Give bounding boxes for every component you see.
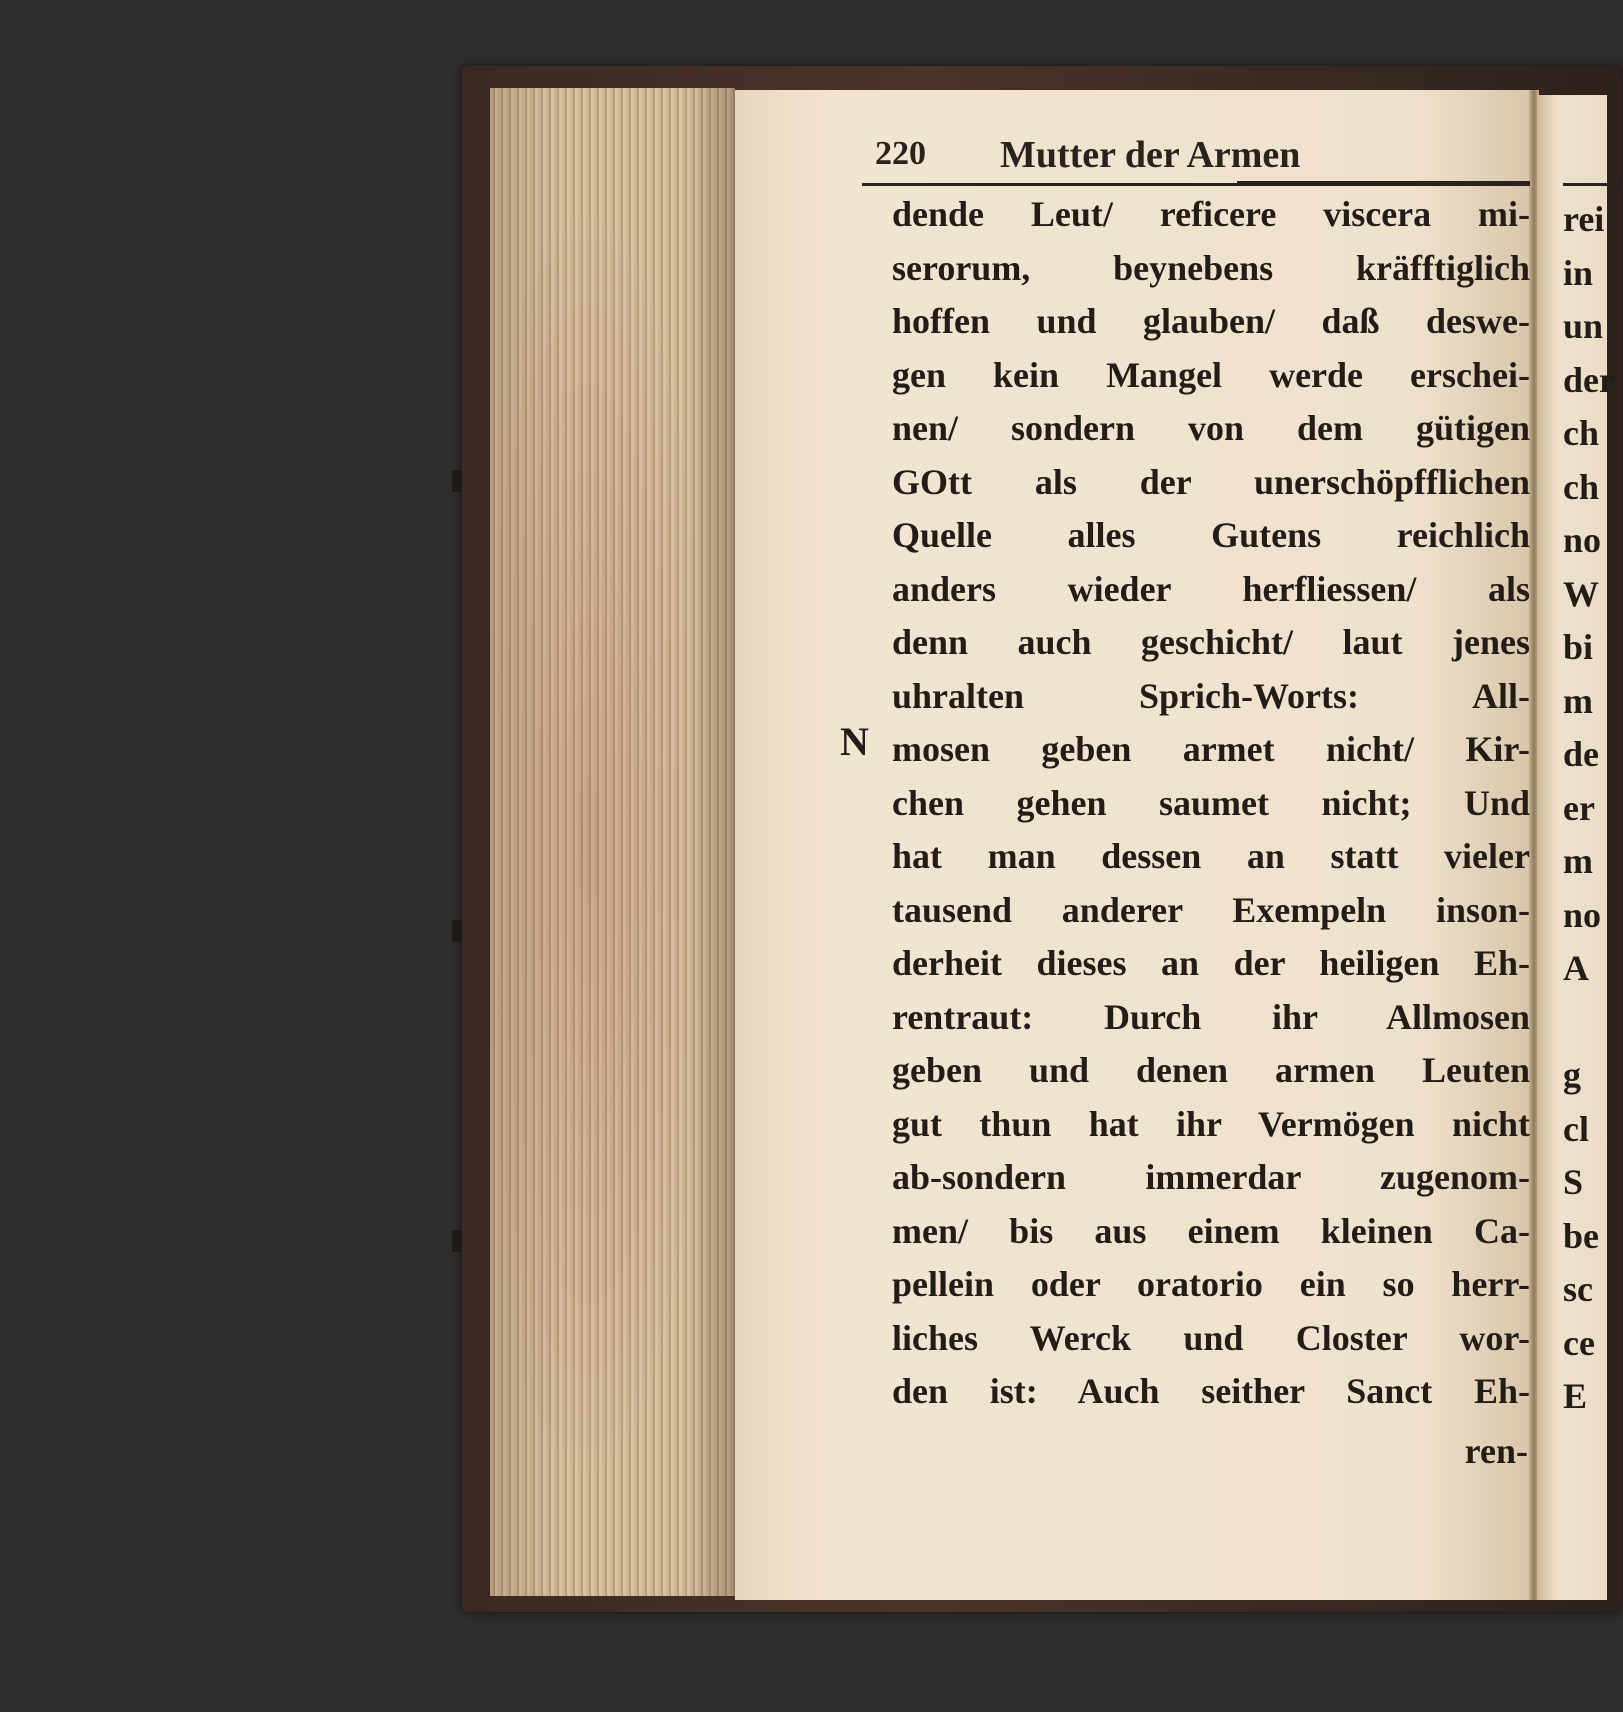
text-line: hoffen und glauben/ daß deswe- bbox=[892, 301, 1530, 341]
text-line: geben und denen armen Leuten bbox=[892, 1050, 1530, 1090]
facing-page bbox=[1537, 95, 1615, 1600]
text-line: anders wieder herfliessen/ als bbox=[892, 568, 1530, 609]
facing-header-rule bbox=[1563, 183, 1623, 186]
facing-text-fragment: no bbox=[1563, 894, 1602, 935]
facing-text-fragment: in bbox=[1563, 252, 1594, 293]
header-rule bbox=[862, 183, 1237, 186]
margin-note: N bbox=[840, 719, 869, 764]
facing-text-fragment: S bbox=[1563, 1162, 1584, 1202]
page-number: 220 bbox=[875, 135, 926, 172]
facing-text-fragment: be bbox=[1563, 1215, 1599, 1256]
text-line: Quelle alles Gutens reichlich bbox=[892, 515, 1530, 555]
facing-text-fragment: der bbox=[1563, 359, 1615, 400]
facing-text-fragment: ce bbox=[1563, 1322, 1595, 1363]
facing-page-text bbox=[1563, 193, 1615, 1424]
text-line: tausend anderer Exempeln inson- bbox=[892, 889, 1530, 930]
binding-clasp bbox=[452, 1230, 462, 1252]
facing-text-fragment: un bbox=[1563, 306, 1604, 346]
catchword: ren- bbox=[1464, 1431, 1528, 1471]
facing-text-fragment: m bbox=[1563, 841, 1593, 881]
facing-text-fragment: bi bbox=[1563, 627, 1594, 667]
text-line: mosen geben armet nicht/ Kir- bbox=[892, 729, 1530, 769]
text-line: derheit dieses an der heiligen Eh- bbox=[892, 943, 1530, 983]
text-line: liches Werck und Closter wor- bbox=[892, 1317, 1530, 1358]
facing-text-fragment: A bbox=[1563, 948, 1589, 988]
running-title: Mutter der Armen bbox=[1000, 134, 1301, 176]
facing-text-fragment: er bbox=[1563, 787, 1595, 828]
text-line: denn auch geschicht/ laut jenes bbox=[892, 622, 1530, 662]
text-line: serorum, beynebens kräfftiglich bbox=[892, 247, 1530, 288]
page-header bbox=[875, 135, 1530, 175]
text-line: uhralten Sprich-Worts: All- bbox=[892, 675, 1530, 716]
text-line: nen/ sondern von dem gütigen bbox=[892, 408, 1530, 448]
text-line: rentraut: Durch ihr Allmosen bbox=[892, 996, 1530, 1037]
binding-clasp bbox=[452, 470, 462, 492]
text-line: men/ bis aus einem kleinen Ca- bbox=[892, 1210, 1530, 1251]
text-line: gen kein Mangel werde erschei- bbox=[892, 354, 1530, 395]
facing-text-fragment: ch bbox=[1563, 413, 1599, 453]
text-line: dende Leut/ reficere viscera mi- bbox=[892, 194, 1530, 234]
facing-text-fragment: m bbox=[1563, 680, 1593, 721]
facing-text-fragment: g bbox=[1563, 1055, 1581, 1095]
facing-text-fragment: sc bbox=[1563, 1269, 1593, 1309]
binding-clasp bbox=[452, 920, 462, 942]
text-line: pellein oder oratorio ein so herr- bbox=[892, 1264, 1530, 1304]
header-rule bbox=[1237, 181, 1530, 186]
facing-text-fragment: E bbox=[1563, 1376, 1588, 1416]
body-text bbox=[892, 188, 1530, 1419]
text-line: gut thun hat ihr Vermögen nicht bbox=[892, 1103, 1530, 1144]
facing-text-fragment: no bbox=[1563, 520, 1602, 560]
facing-text-fragment: cl bbox=[1563, 1108, 1589, 1149]
text-line: ab-sondern immerdar zugenom- bbox=[892, 1157, 1530, 1197]
facing-text-fragment: ch bbox=[1563, 466, 1599, 507]
page-block-edge bbox=[490, 88, 735, 1596]
text-line: den ist: Auch seither Sanct Eh- bbox=[892, 1371, 1530, 1411]
text-line: chen gehen saumet nicht; Und bbox=[892, 782, 1530, 823]
facing-text-fragment: rei bbox=[1563, 199, 1605, 239]
facing-text-fragment: de bbox=[1563, 734, 1599, 774]
text-line: hat man dessen an statt vieler bbox=[892, 836, 1530, 876]
facing-text-fragment bbox=[1563, 996, 1615, 1050]
facing-text-fragment: W bbox=[1563, 573, 1599, 614]
text-line: GOtt als der unerschöpfflichen bbox=[892, 461, 1530, 502]
